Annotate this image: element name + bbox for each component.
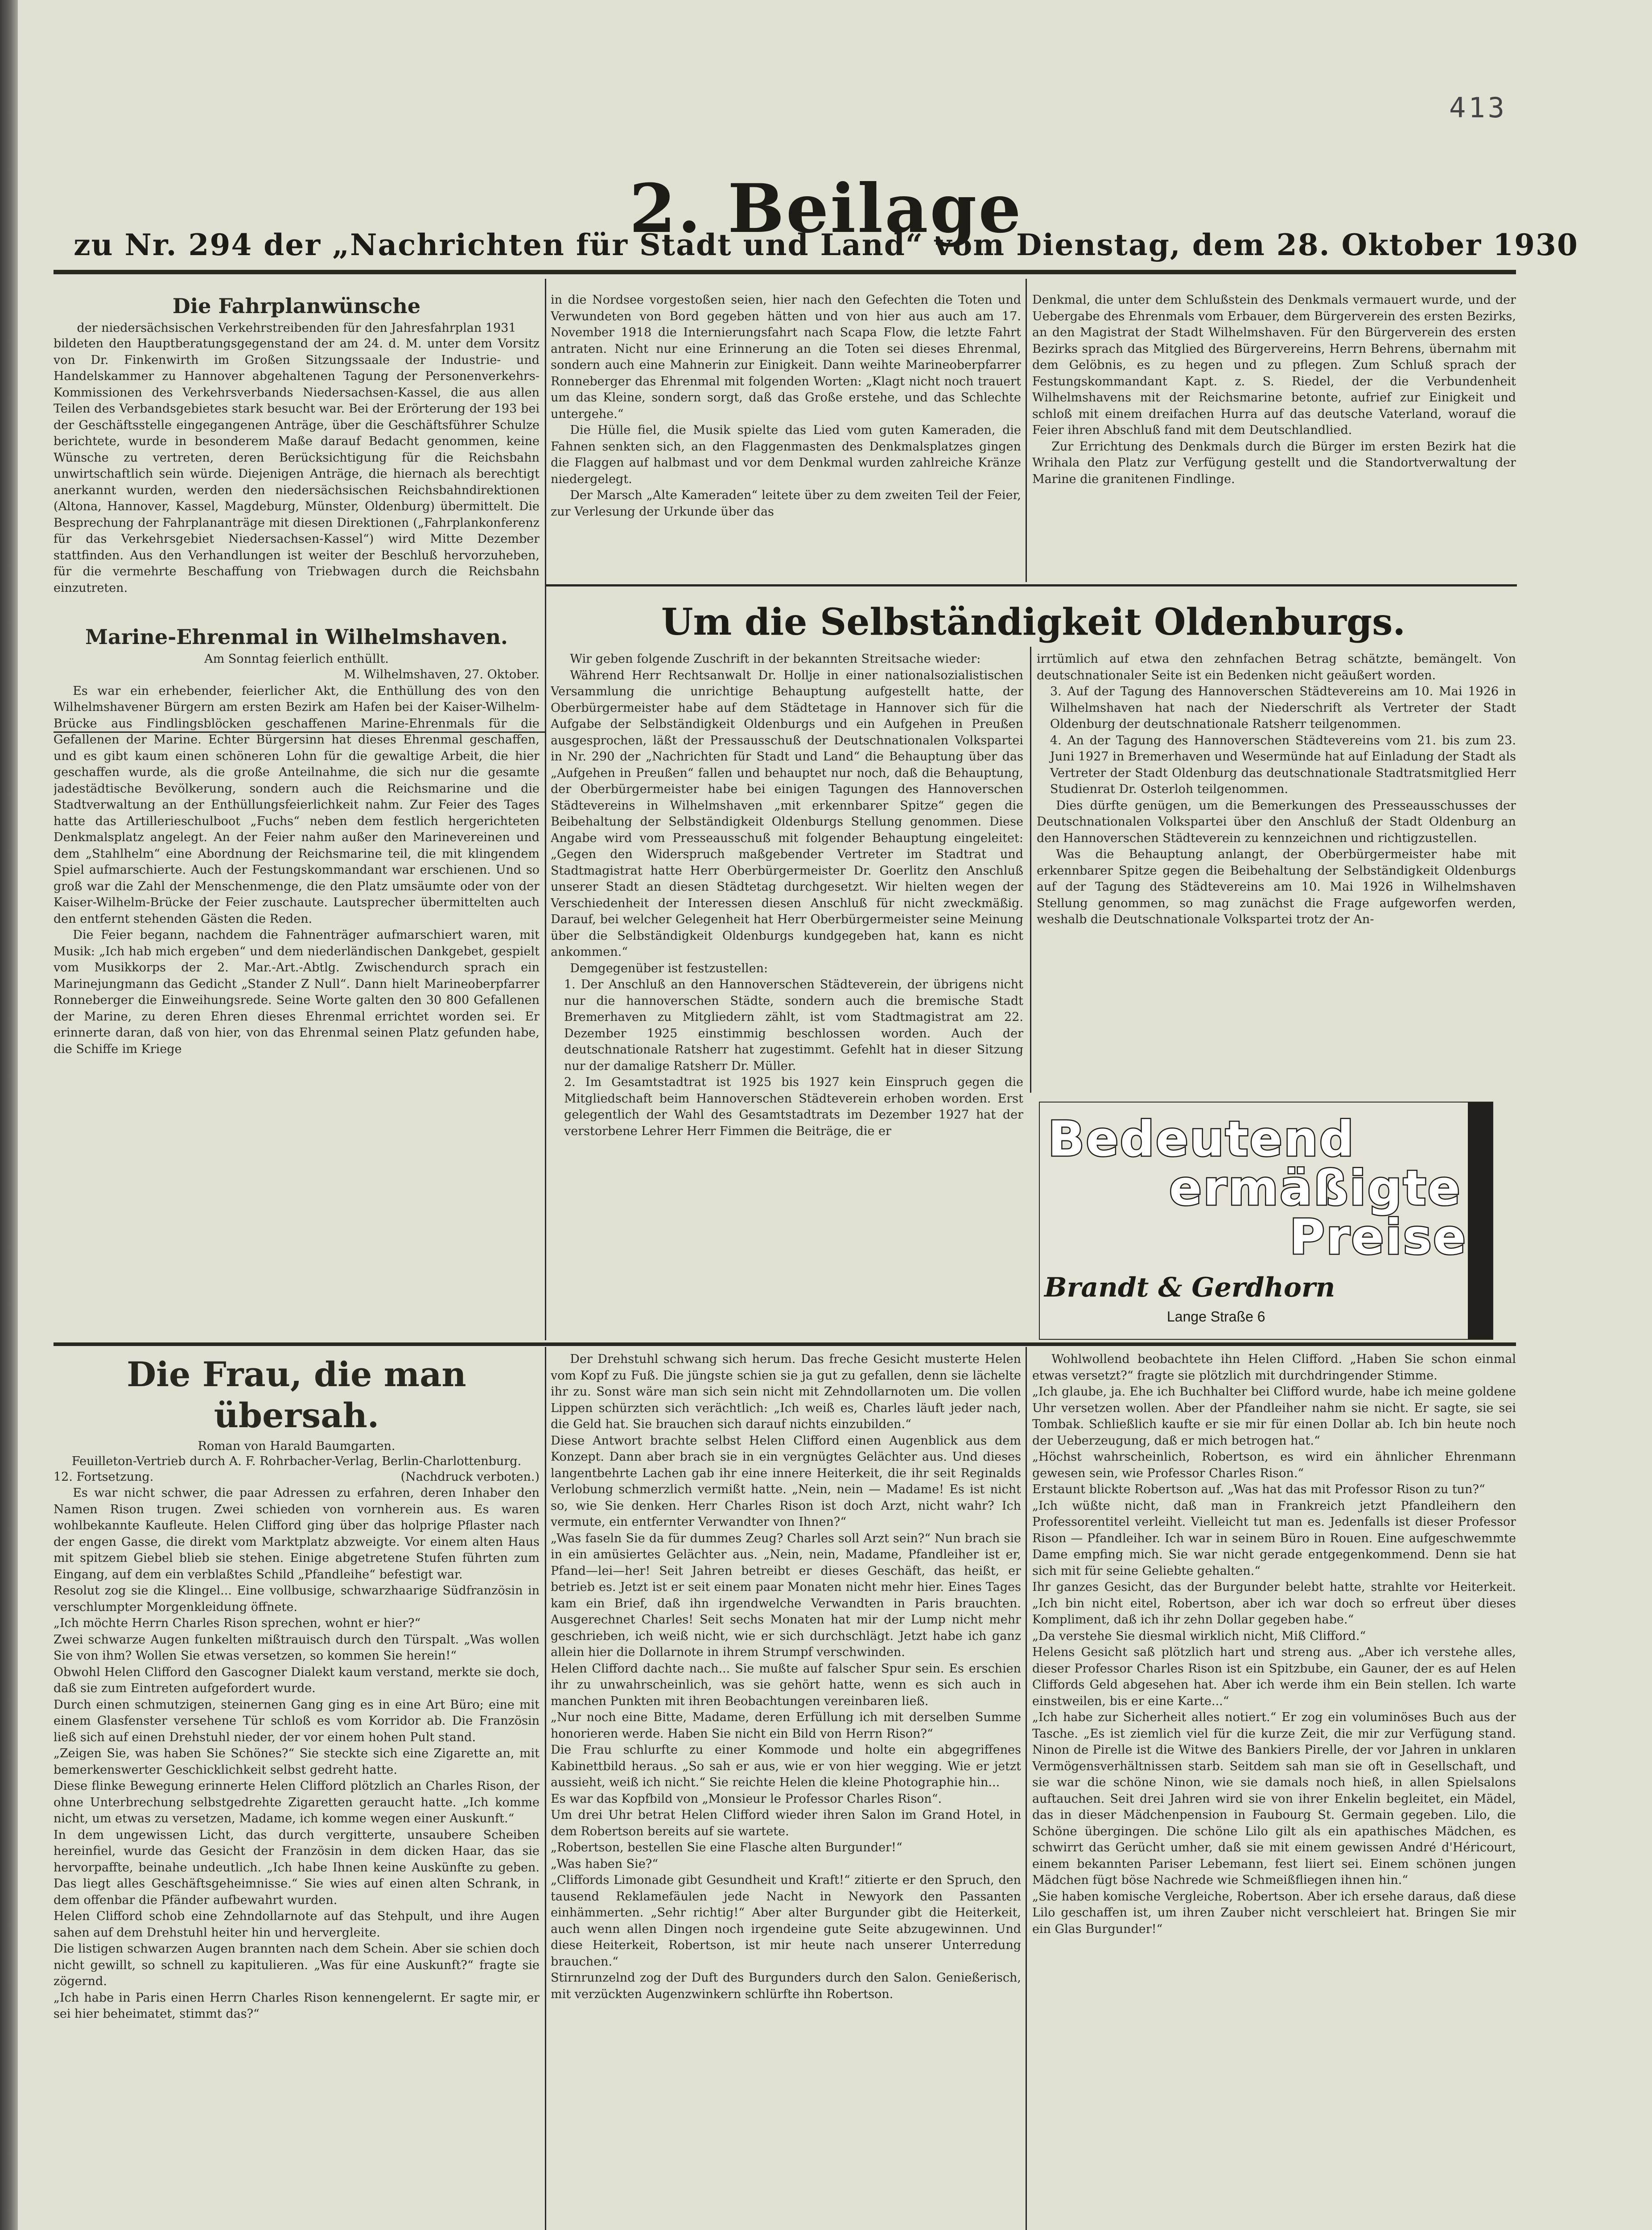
- novel-column-left: [54, 1351, 540, 2230]
- novel-text: Es war nicht schwer, die paar Adressen zu erfahren, deren Inhaber den Namen Rison trugen. Zwei schieden von vornherein aus. Es waren wohlbekannte Kaufleute. Helen Clifford ging über das holprige Pflaster nach der engen Gasse, die direkt vom Marktplatz abzweigte. Vor einem alten Haus mit spitzem Giebel blieb sie stehen. Einige abgetretene Stufen führten zum Eingang, auf dem ein verblaßtes Schild „Pfandleihe“ befestigt war. Resolut zog sie die Klingel... Eine vollbusige, schwarzhaarige Südfranzösin in verschlumpter Morgenkleidung öffnete. „Ich möchte Herrn Charles Rison sprechen, wohnt er hier?“ Zwei schwarze Augen funkelten mißtrauisch durch den Türspalt. „Was wollen Sie von ihm? Wollen Sie etwas versetzen, so kommen Sie herein!“ Obwohl Helen Clifford den Gascogner Dialekt kaum verstand, merkte sie doch, daß sie zum Eintreten aufgefordert wurde. Durch einen schmutzigen, steinernen Gang ging es in eine Art Büro; eine mit einem Glasfenster versehene Tür schloß es vom Korridor ab. Die Französin ließ sich auf einen Drehstuhl nieder, der vor einem hohen Pult stand. „Zeigen Sie, was haben Sie Schönes?“ Sie steckte sich eine Zigarette an, mit bemerkenswerter Geschicklichkeit selbst gedreht hatte. Diese flinke Bewegung erinnerte Helen Clifford plötzlich an Charles Rison, der ohne Unterbrechung selbstgedrehte Zigaretten geraucht hatte. „Ich komme nicht, um etwas zu versetzen, Madame, ich komme wegen einer Auskunft.“ In dem ungewissen Licht, das durch vergitterte, unsaubere Scheiben hereinfiel, wurde das Gesicht der Französin in dem dicken Haar, das sie hervorpaffte, beinahe undeutlich. „Ich habe Ihnen keine Auskünfte zu geben. Das liegt alles Geschäftsgeheimnisse.“ Sie wies auf einen alten Schrank, in dem offenbar die Pfänder aufbewahrt wurden. Helen Clifford schob eine Zehndollarnote auf das Stehpult, und ihre Augen sahen auf dem Drehstuhl heiter hin und hervergleite. Die listigen schwarzen Augen brannten nach dem Schein. Aber sie schien doch nicht gewillt, so schnell zu kapitulieren. „Was für eine Auskunft?“ fragte sie zögernd. „Ich habe in Paris einen Herrn Charles Rison kennengelernt. Er sagte mir, er sei hier beheimatet, stimmt das?“: [54, 1486, 540, 2021]
- ad-headline-line3: Preise: [1289, 1210, 1467, 1265]
- ad-address: Lange Straße 6: [1167, 1309, 1265, 1325]
- ad-headline-line2: ermäßigte: [1169, 1160, 1462, 1216]
- dateline: M. Wilhelmshaven, 27. Oktober.: [343, 668, 540, 681]
- column-divider: [1026, 1347, 1027, 2230]
- list-item: 2. Im Gesamtstadtrat ist 1925 bis 1927 kein Einspruch gegen die Mitgliedschaft beim Hannoverschen Städteverein erhoben worden. Erst gelegentlich der Wahl des Gesamtstadtrats im Dezember 1927 hat der verstorbene Lehrer Herr Fimmen die Beiträge, die er: [564, 1075, 1023, 1138]
- paragraph: Es war ein erhebender, feierlicher Akt, die Enthüllung des von den Wilhelmshavener Bürgern am ersten Bezirk am Hafen bei der Kaiser-Wilhelm-Brücke aus Findlingsblöcken geschaffenen Marine-Ehrenmals für die Gefallenen der Marine. Echter Bürgersinn hat dieses Ehrenmal geschaffen, und es gibt kaum einen schöneren Lohn für die gewaltige Arbeit, die hier geschaffen wurde, als die große Anteilnahme, die sich nur die gesamte jadestädtische Bevölkerung, sondern auch die Reichsmarine und die Stadtverwaltung an der Enthüllungsfeierlichkeit nahm. Zur Feier des Tages hatte das Artillerieschulboot „Fuchs“ neben dem festlich hergerichteten Denkmalsplatz angelegt. An der Feier nahm außer den Marinevereinen und dem „Stahlhelm“ eine Abordnung der Reichsmarine teil, die mit klingendem Spiel aufmarschierte. Auch der Festungskommandant war erschienen. Und so groß war die Zahl der Menschenmenge, die den Platz umsäumte oder von der Kaiser-Wilhelm-Brücke der Feier zuschaute. Lautsprecher übermittelten auch den entfernt stehenden Gästen die Reden.: [54, 684, 540, 926]
- novel-notice: (Nachdruck verboten.): [400, 1470, 540, 1484]
- paragraph: Dies dürfte genügen, um die Bemerkungen des Presseausschusses der Deutschnationalen Volkspartei über den Anschluß der Stadt Oldenburg an den Hannoverschen Städteverein zu kennzeichnen und richtigzustellen.: [1037, 798, 1516, 845]
- masthead-subtitle: zu Nr. 294 der „Nachrichten für Stadt und Land“ vom Dienstag, dem 28. Oktober 1930: [74, 227, 1578, 262]
- section-rule: [545, 584, 1517, 586]
- paragraph: Demgegenüber ist festzustellen:: [570, 961, 768, 975]
- novel-installment: 12. Fortsetzung.: [54, 1470, 154, 1484]
- paragraph: Die Feier begann, nachdem die Fahnenträger aufmarschiert waren, mit Musik: „Ich hab mich ergeben“ und dem niederländischen Dankgebet, gespielt vom Musikkorps der 2. Mar.-Art.-Abtlg. Zwischendurch sprach ein Marinejungmann das Gedicht „Stander Z Null“. Dann hielt Marineoberpfarrer Ronneberger die Einweihungsrede. Seine Worte galten den 30 800 Gefallenen der Marine, zu deren Ehren dieses Ehrenmal errichtet worden sei. Er erinnerte daran, daß von hier, von das Ehrenmal seinen Platz gefunden habe, die Schiffe im Kriege: [54, 928, 540, 1056]
- paragraph: Denkmal, die unter dem Schlußstein des Denkmals vermauert wurde, und der Uebergabe des Ehrenmals vom Erbauer, dem Bürgerverein des ersten Bezirks, an den Magistrat der Stadt Wilhelmshaven. Für den Bürgerverein des ersten Bezirks sprach das Mitglied des Bürgervereins, Herrn Behrens, übernahm mit dem Gelöbnis, es zu hegen und zu pflegen. Zum Schluß sprach der Festungskommandant Kapt. z. S. Riedel, der die Verbundenheit Wilhelmshavens mit der Reichsmarine betonte, aufrief zur Einigkeit und schloß mit einem dreifachen Hurra auf das deutsche Vaterland, worauf die Feier ihren Abschluß fand mit dem Deutschlandlied.: [1032, 293, 1516, 437]
- masthead-rule: [54, 270, 1516, 274]
- list-item: 1. Der Anschluß an den Hannoverschen Städteverein, der übrigens nicht nur die hannoverschen Städte, sondern auch die bremische Stadt Bremerhaven zu Mitgliedern zählt, ist vom Stadtmagistrat am 22. Dezember 1925 einstimmig beschlossen worden. Auch der deutschnationale Ratsherr hat zugestimmt. Gefehlt hat in dieser Sitzung nur der damalige Ratsherr Dr. Müller.: [564, 978, 1023, 1073]
- ad-dark-bar: [1468, 1103, 1492, 1339]
- column-divider: [1026, 279, 1027, 582]
- list-item: 3. Auf der Tagung des Hannoverschen Städtevereins am 10. Mai 1926 in Wilhelmshaven hat nach der Niederschrift als Vertreter der Stadt Oldenburg der deutschnationale Ratsherr teilgenommen.: [1050, 685, 1516, 731]
- novel-text: Wohlwollend beobachtete ihn Helen Clifford. „Haben Sie schon einmal etwas versetzt?“ fragte sie plötzlich mit durchdringender Stimme. „Ich glaube, ja. Ehe ich Buchhalter bei Clifford wurde, habe ich meine goldene Uhr versetzen wollen. Aber der Pfandleiher nahm sie nicht. Er sagte, sie sei Tombak. Schließlich kaufte er sie mir für einen Dollar ab. Ich bin heute noch der Ueberzeugung, daß er mich betrogen hat.“ „Höchst wahrscheinlich, Robertson, es wird ein ähnlicher Ehrenmann gewesen sein, wie Professor Charles Rison.“ Erstaunt blickte Robertson auf. „Was hat das mit Professor Rison zu tun?“ „Ich wüßte nicht, daß man in Frankreich jetzt Pfandleihern den Professorentitel verleiht. Vielleicht tut man es. Jedenfalls ist dieser Professor Rison — Pfandleiher. Ich war in seinem Büro in Rouen. Eine aufgeschwemmte Dame empfing mich. Sie war nicht gerade entgegenkommend. Denn sie hat sich mit für seine Geliebte gehalten.“ Ihr ganzes Gesicht, das der Burgunder belebt hatte, strahlte vor Heiterkeit. „Ich bin nicht eitel, Robertson, aber ich war doch so erfreut über dieses Kompliment, daß ich ihr zehn Dollar gegeben habe.“ „Da verstehe Sie diesmal wirklich nicht, Miß Clifford.“ Helens Gesicht saß plötzlich hart und streng aus. „Aber ich verstehe alles, dieser Professor Charles Rison ist ein Spitzbube, ein Gauner, der es auf Helen Cliffords Geld abgesehen hat. Aber ich werde ihm ein Bein stellen. Ich warte einstweilen, bis er eine Karte...“ „Ich habe zur Sicherheit alles notiert.“ Er zog ein voluminöses Buch aus der Tasche. „Es ist ziemlich viel für die kurze Zeit, die mir zur Verfügung stand. Ninon de Pirelle ist die Witwe des Bankiers Pirelle, der vor Jahren in unklaren Vermögensverhältnissen starb. Seitdem sah man sie oft in Gesellschaft, und sie war die schöne Ninon, wie sie damals noch hieß, in allen Spielsalons auftauchen. Seit drei Jahren wird sie von ihrer Enkelin begleitet, ein Mädel, das in dieser Mädchenpension in Faubourg St. Germain gegeben. Lilo, die Schöne übergingen. Die schöne Lilo gilt als ein apathisches Mädchen, es schwirrt das Gerücht umher, daß sie mit einem gewissen André d'Héricourt, einem bekannten Pariser Lebemann, fest liiert sei. Einem schönen jungen Mädchen fügt böse Nachrede wie Schmeißfliegen ihnen hin.“ „Sie haben komische Vergleiche, Robertson. Aber ich ersehe daraus, daß diese Lilo geschaffen ist, um ihren Zauber nicht verschleiert hat. Bringen Sie mir ein Glas Burgunder!“: [1032, 1352, 1516, 1936]
- oldenburg-column-right: [1037, 651, 1516, 1097]
- paragraph: Die Hülle fiel, die Musik spielte das Lied vom guten Kameraden, die Fahnen senkten sich, an den Flaggenmasten des Denkmalsplatzes gingen die Flaggen auf halbmast und vor dem Denkmal wurden zahlreiche Kränze niedergelegt.: [551, 423, 1021, 486]
- ad-headline-line1: Bedeutend: [1048, 1111, 1355, 1167]
- advertisement-box: [1039, 1102, 1493, 1340]
- novel-publisher: Feuilleton-Vertrieb durch A. F. Rohrbacher-Verlag, Berlin-Charlottenburg.: [71, 1454, 522, 1468]
- list-item: 4. An der Tagung des Hannoverschen Städtevereins vom 21. bis zum 23. Juni 1927 in Bremerhaven und Wesermünde hat auf Einladung der Stadt als Vertreter der Stadt Oldenburg das deutschnationale Stadtratsmitglied Herr Studienrat Dr. Osterloh teilgenommen.: [1050, 733, 1516, 796]
- column-right-upper: [1032, 292, 1516, 580]
- paragraph: in die Nordsee vorgestoßen seien, hier nach den Gefechten die Toten und Verwundeten von Bord gegeben hätten und von hier aus auch am 17. November 1918 die Internierungsfahrt nach Scapa Flow, die letzte Fahrt antraten. Nicht nur eine Erinnerung an die Toten sei dieses Ehrenmal, sondern auch eine Mahnerin zur Einigkeit. Dann weihte Marineoberpfarrer Ronneberger das Ehrenmal mit folgenden Worten: „Klagt nicht noch trauert um das Kleine, sondern sorgt, daß das Große erstehe, und das Schlechte untergehe.“: [551, 293, 1021, 421]
- article-subtitle-fahrplan: der niedersächsischen Verkehrstreibenden für den Jahresfahrplan 1931: [77, 321, 516, 335]
- article-title-ehrenmal: Marine-Ehrenmal in Wilhelmshaven.: [85, 625, 508, 649]
- article-title-oldenburg: Um die Selbständigkeit Oldenburgs.: [661, 601, 1405, 644]
- paragraph: irrtümlich auf etwa den zehnfachen Betrag schätzte, bemängelt. Von deutschnationaler Seite ist ein Bedenken nicht geäußert worden.: [1037, 652, 1516, 682]
- paragraph: Zur Errichtung des Denkmals durch die Bürger im ersten Bezirk hat die Wrihala den Platz zur Verfügung gestellt und die Standortverwaltung der Marine die granitenen Findlinge.: [1032, 439, 1516, 486]
- column-divider: [545, 279, 546, 1340]
- novel-column-right: [1032, 1351, 1516, 2230]
- column-middle-upper: [551, 292, 1021, 580]
- page-number: 413: [1449, 91, 1507, 124]
- column-divider: [545, 1347, 546, 2230]
- paragraph: Was die Behauptung anlangt, der Oberbürgermeister habe mit erkennbarer Spitze gegen die Beibehaltung der Selbständigkeit Oldenburgs auf der Tagung des Städtevereins am 10. Mai 1926 in Wilhelmshaven Stellung genommen, so mag zunächst die Frage aufgeworfen werden, weshalb die Deutschnationale Volkspartei trotz der An-: [1037, 847, 1516, 926]
- column-left-upper: [54, 292, 540, 1340]
- novel-text: Der Drehstuhl schwang sich herum. Das freche Gesicht musterte Helen vom Kopf zu Fuß. Die jüngste schien sie ja gut zu gefallen, denn sie lächelte ihr zu. Sonst wäre man sich sein nicht mit Zehndollarnoten um. Die vollen Lippen schürzten sich verächtlich: „Ich weiß es, Charles läuft jeder nach, die Geld hat. Sie brauchen sich darauf nichts einzubilden.“ Diese Antwort brachte selbst Helen Clifford einen Augenblick aus dem Konzept. Dann aber brach sie in ein vergnügtes Gelächter aus. Und dieses langentbehrte Lachen gab ihr eine innere Heiterkeit, die ihr seit Reginalds Verlobung schmerzlich vermißt hatte. „Nein, nein — Madame! Es ist nicht so, wie Sie denken. Herr Charles Rison ist doch Arzt, nicht wahr? Ich vermute, ein entfernter Verwandter von Ihnen?“ „Was faseln Sie da für dummes Zeug? Charles soll Arzt sein?“ Nun brach sie in ein amüsiertes Gelächter aus. „Nein, nein, Madame, Pfandleiher ist er, Pfand—lei—her! Seit Jahren betreibt er dieses Geschäft, das heißt, er betrieb es. Jetzt ist er seit einem paar Monaten nicht mehr hier. Eines Tages kam ein Brief, daß ihn irgendwelche Verwandten in Paris brauchten. Ausgerechnet Charles! Seit sechs Monaten hat mir der Lump nicht mehr geschrieben, ich weiß nicht, wie er sich durchschlägt. Jetzt habe ich ganz allein hier die Dollarnote in ihrem Strumpf verschwinden. Helen Clifford dachte nach... Sie mußte auf falscher Spur sein. Es erschien ihr zu unwahrscheinlich, was sie gehört hatte, wenn es sich auch in manchen Punkten mit ihren Beobachtungen vereinbaren ließ. „Nur noch eine Bitte, Madame, deren Erfüllung ich mit derselben Summe honorieren werde. Haben Sie nicht ein Bild von Herrn Rison?“ Die Frau schlurfte zu einer Kommode und holte ein abgegriffenes Kabinettbild heraus. „So sah er aus, wie er von hier wegging. Wie er jetzt aussieht, weiß ich nicht.“ Sie reichte Helen die kleine Photographie hin... Es war das Kopfbild von „Monsieur le Professor Charles Rison“. Um drei Uhr betrat Helen Clifford wieder ihren Salon im Grand Hotel, in dem Robertson bereits auf sie wartete. „Robertson, bestellen Sie eine Flasche alten Burgunder!“ „Was haben Sie?“ „Cliffords Limonade gibt Gesundheit und Kraft!“ zitierte er den Spruch, den tausend Reklamefäulen jede Nacht in Newyork den Passanten einhämmerten. „Sehr richtig!“ Aber alter Burgunder gibt die Heiterkeit, auch wenn allen Dingen noch irgendeine gute Seite abzugewinnen. Und diese Heiterkeit, Robertson, ist mir heute nach unserer Unterredung brauchen.“ Stirnrunzelnd zog der Duft des Burgunders durch den Salon. Genießerisch, mit verzückten Augenzwinkern schlürfte ihn Robertson.: [551, 1352, 1021, 2001]
- masthead-title: 2. Beilage: [629, 169, 1023, 248]
- ad-firm-name: Brandt & Gerdhorn: [1044, 1272, 1335, 1303]
- article-title-fahrplan: Die Fahrplanwünsche: [172, 294, 421, 318]
- article-body-fahrplan: bildeten den Hauptberatungsgegenstand der am 24. d. M. unter dem Vorsitz von Dr. Finkenwirth im Großen Sitzungssaale der Industrie- und Handelskammer zu Hannover abgehaltenen Tagung der Personenverkehrs-Kommissionen des Verkehrsverbands Niedersachsen-Kassel, die aus allen Teilen des Verbandsgebietes stark besucht war. Bei der Erörterung der 193 bei der Geschäftsstelle eingegangenen Anträge, über die Geschäftsführer Schulze berichtete, wurde in besonderem Maße darauf Bedacht genommen, keine Wünsche zu vertreten, deren Berücksichtigung für die Reichsbahn unwirtschaftlich sein würde. Diejenigen Anträge, die hiernach als berechtigt anerkannt wurden, werden den niedersächsischen Reichsbahndirektionen (Altona, Hannover, Kassel, Magdeburg, Münster, Oldenburg) übermittelt. Die Besprechung der Fahrplananträge mit diesen Direktionen („Fahrplankonferenz für das Verkehrsgebiet Niedersachsen-Kassel“) wird Mitte Dezember stattfinden. Aus den Verhandlungen ist weiter der Beschluß hervorzuheben, für die vermehrte Beschaffung von Triebwagen durch die Reichsbahn einzutreten.: [54, 337, 540, 595]
- novel-title: Die Frau, die man übersah.: [127, 1355, 466, 1435]
- novel-byline: Roman von Harald Baumgarten.: [198, 1439, 395, 1453]
- article-subtitle-ehrenmal: Am Sonntag feierlich enthüllt.: [204, 652, 389, 666]
- oldenburg-column-left: [551, 651, 1023, 1340]
- paragraph: Der Marsch „Alte Kameraden“ leitete über zu dem zweiten Teil der Feier, zur Verlesung der Urkunde über das: [551, 488, 1021, 519]
- novel-column-middle: [551, 1351, 1021, 2230]
- column-divider: [1030, 647, 1031, 1093]
- section-rule: [54, 1342, 1516, 1346]
- book-binding-edge: [0, 0, 18, 2230]
- paragraph: Während Herr Rechtsanwalt Dr. Hollje in einer nationalsozialistischen Versammlung die unrichtige Behauptung aufgestellt hatte, der Oberbürgermeister habe auf dem Städtetage in Hannover sich für die Aufgabe der Selbständigkeit Oldenburgs und ein Aufgehen in Preußen ausgesprochen, läßt der Pressausschuß der Deutschnationalen Volkspartei in Nr. 290 der „Nachrichten für Stadt und Land“ die Behauptung über das „Aufgehen in Preußen“ fallen und behauptet nur noch, daß die Behauptung, der Oberbürgermeister habe bei einigen Tagungen des Hannoverschen Städtevereins in Wilhelmshaven „mit erkennbarer Spitze“ gegen die Beibehaltung der Selbständigkeit Oldenburgs Stellung genommen. Diese Angabe wird vom Presseausschuß mit folgender Behauptung eingeleitet: „Gegen den Widerspruch maßgebender Vertreter im Stadtrat und Stadtmagistrat hatte Herr Oberbürgermeister Dr. Goerlitz den Anschluß unserer Stadt an diesen Städtetag durchgesetzt. Wir hielten wegen der Verschiedenheit der Interessen diesen Anschluß für nicht zweckmäßig. Darauf, bei welcher Gelegenheit hat Herr Oberbürgermeister seine Meinung über die Selbständigkeit Oldenburgs kundgegeben hat, kann es nicht ankommen.“: [551, 668, 1023, 959]
- paragraph: Wir geben folgende Zuschrift in der bekannten Streitsache wieder:: [570, 652, 981, 666]
